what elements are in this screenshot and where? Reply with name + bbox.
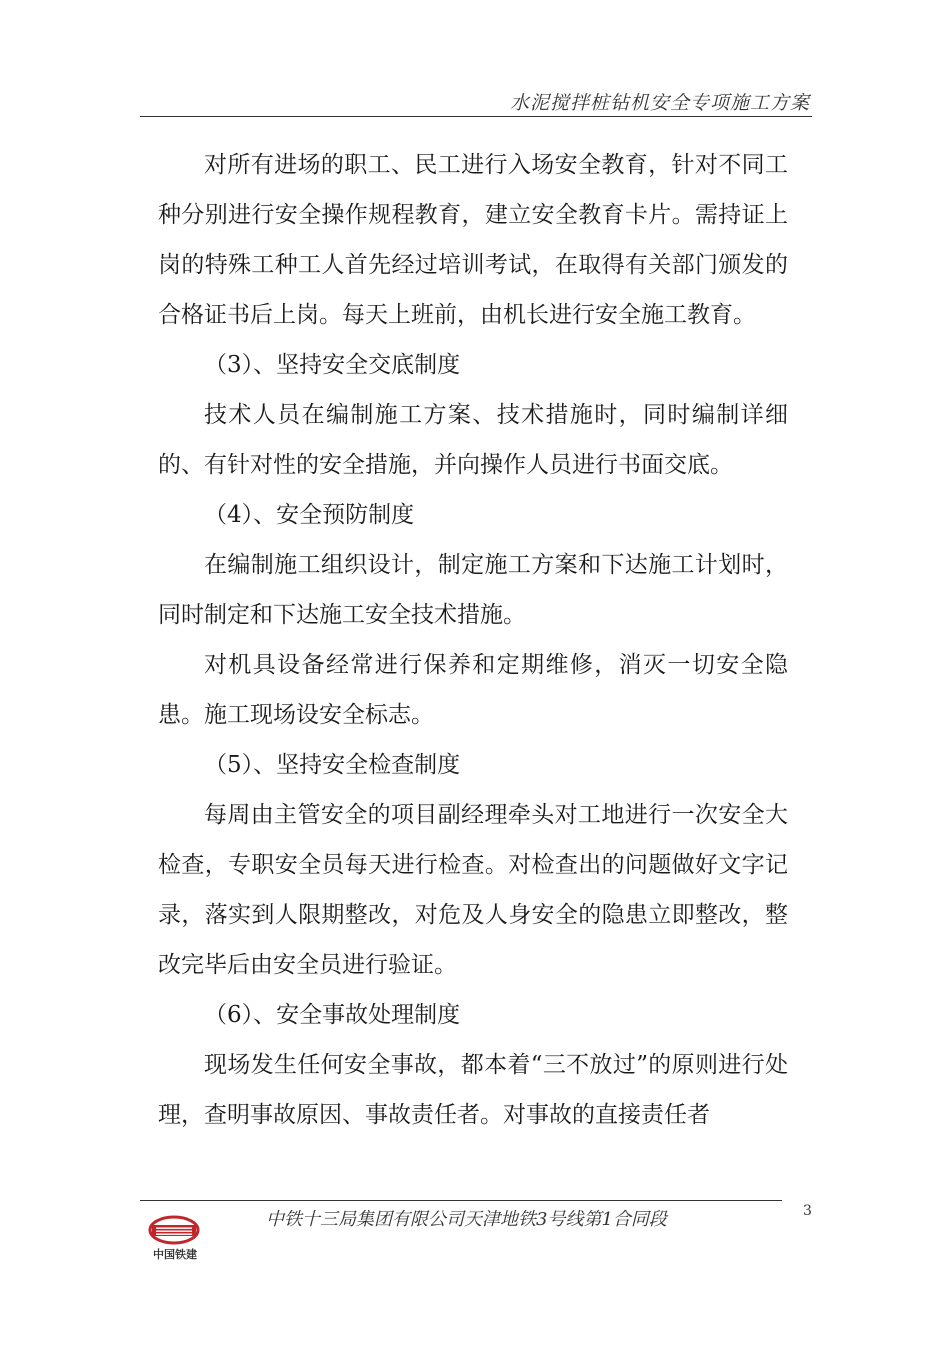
document-body	[158, 140, 788, 1140]
paragraph: 对所有进场的职工、民工进行入场安全教育，针对不同工种分别进行安全操作规程教育，建立安全教育卡片。需持证上岗的特殊工种工人首先经过培训考试，在取得有关部门颁发的合格证书后上岗。每天上班前，由机长进行安全施工教育。	[158, 152, 788, 328]
paragraph: 现场发生任何安全事故，都本着“三不放过”的原则进行处理，查明事故原因、事故责任者。对事故的直接责任者	[158, 1052, 788, 1128]
section-heading: （6）、安全事故处理制度	[204, 1002, 461, 1028]
paragraph: 对机具设备经常进行保养和定期维修，消灭一切安全隐患。施工现场设安全标志。	[158, 652, 788, 728]
document-header-title: 水泥搅拌桩钻机安全专项施工方案	[509, 92, 810, 114]
section-heading: （3）、坚持安全交底制度	[204, 352, 461, 378]
logo-caption: 中国铁建	[153, 1248, 197, 1261]
header-divider	[140, 116, 812, 117]
page-number: 3	[803, 1203, 812, 1219]
paragraph: 技术人员在编制施工方案、技术措施时，同时编制详细的、有针对性的安全措施，并向操作人员进行书面交底。	[158, 402, 788, 478]
section-heading: （4）、安全预防制度	[204, 502, 415, 528]
paragraph: 每周由主管安全的项目副经理牵头对工地进行一次安全大检查，专职安全员每天进行检查。对检查出的问题做好文字记录，落实到人限期整改，对危及人身安全的隐患立即整改，整改完毕后由安全员进行验证。	[158, 802, 788, 978]
footer-divider	[140, 1200, 782, 1201]
footer-company: 中铁十三局集团有限公司天津地铁3号线第1合同段	[266, 1209, 667, 1230]
paragraph: 在编制施工组织设计，制定施工方案和下达施工计划时，同时制定和下达施工安全技术措施。	[158, 552, 788, 628]
section-heading: （5）、坚持安全检查制度	[204, 752, 461, 778]
